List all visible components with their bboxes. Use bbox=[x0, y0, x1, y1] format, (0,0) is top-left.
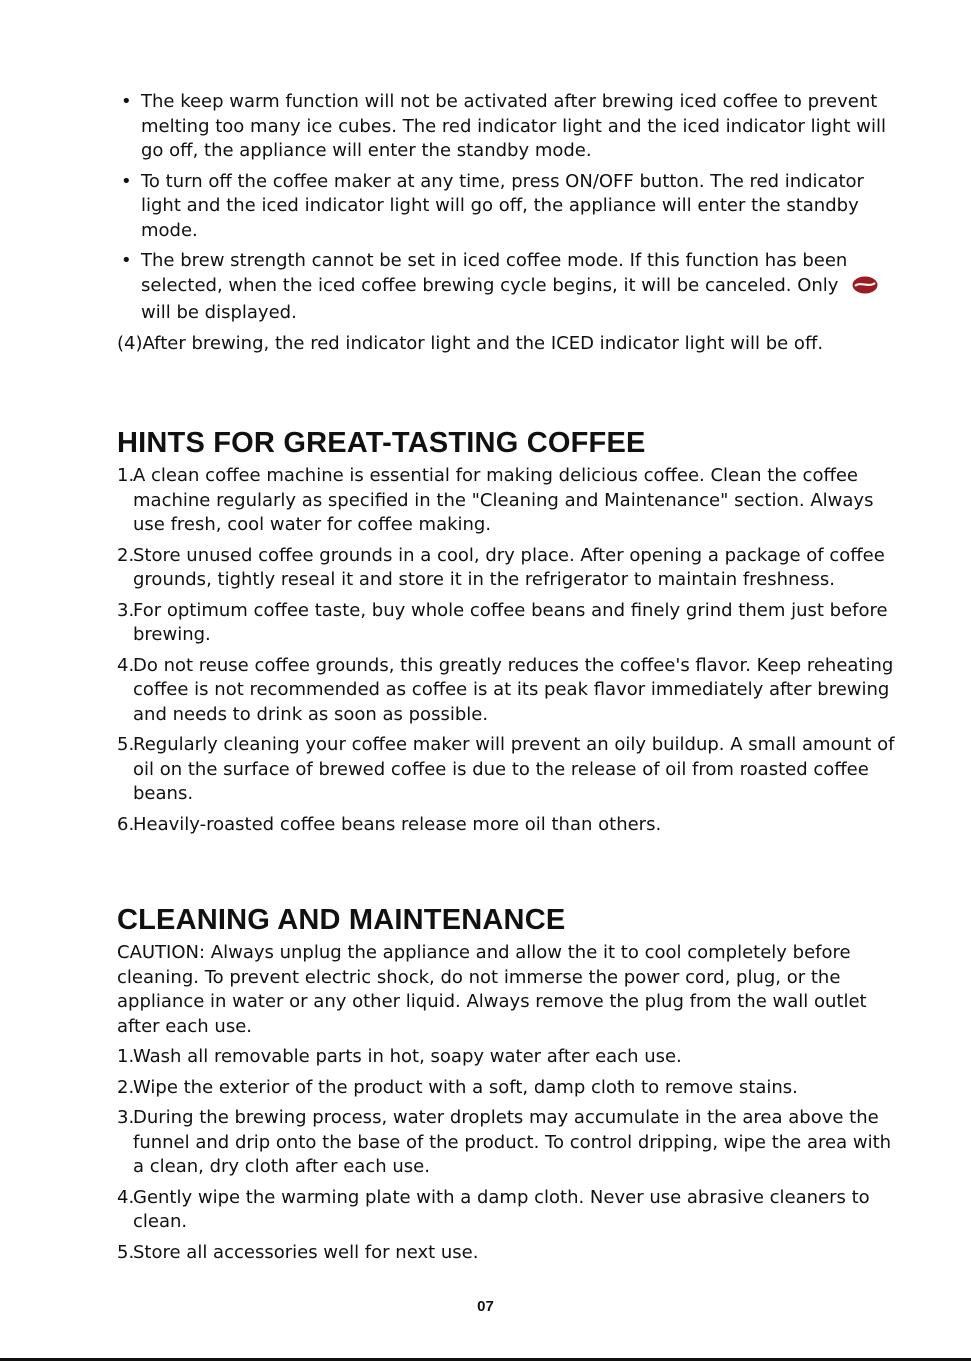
hint-number: 5. bbox=[117, 734, 135, 755]
cleaning-text: During the brewing process, water droplets may accumulate in the area above the funnel and drip onto the base of the product. To control dripping, wipe the area with a clean, dry cloth after each use. bbox=[133, 1107, 892, 1177]
cleaning-number: 1. bbox=[117, 1046, 135, 1067]
bullet-marker: • bbox=[121, 250, 132, 271]
bullet-marker: • bbox=[121, 91, 132, 112]
cleaning-text: Wash all removable parts in hot, soapy water after each use. bbox=[133, 1046, 682, 1067]
cleaning-text: Wipe the exterior of the product with a soft, damp cloth to remove stains. bbox=[133, 1076, 798, 1098]
hint-item bbox=[117, 654, 904, 728]
bullet-text: The brew strength cannot be set in iced coffee mode. If this function has been selected, when the iced coffee brewing cycle begins, it will be canceled. Only bbox=[141, 250, 848, 296]
bullet-item bbox=[117, 249, 904, 326]
bullet-marker: • bbox=[121, 170, 132, 192]
bullet-item bbox=[117, 170, 904, 244]
cleaning-item bbox=[117, 1076, 904, 1101]
cleaning-item bbox=[117, 1106, 904, 1180]
hint-number: 4. bbox=[117, 654, 135, 676]
page-number: 07 bbox=[477, 1298, 494, 1315]
hint-number: 3. bbox=[117, 599, 135, 621]
hint-item bbox=[117, 599, 904, 648]
hint-number: 2. bbox=[117, 544, 135, 566]
caution-paragraph: CAUTION: Always unplug the appliance and allow the it to cool completely before cleaning. To prevent electric shock, do not immerse the power cord, plug, or the appliance in water or any other liquid. Always remove the plug from the wall outlet after each use. bbox=[117, 942, 867, 1037]
hint-text: A clean coffee machine is essential for making delicious coffee. Clean the coffee machine regularly as specified in the "Cleaning and Maintenance" section. Always use fresh, cool water for coffee making. bbox=[133, 465, 874, 535]
bottom-rule bbox=[0, 1358, 971, 1361]
hint-text: Regularly cleaning your coffee maker will prevent an oily buildup. A small amount of oil on the surface of brewed coffee is due to the release of oil from roasted coffee beans. bbox=[133, 734, 895, 804]
hint-number: 6. bbox=[117, 813, 135, 835]
bullet-text: To turn off the coffee maker at any time, press ON/OFF button. The red indicator light and the iced indicator light will go off, the appliance will enter the standby mode. bbox=[141, 170, 864, 241]
coffee-bean-icon bbox=[852, 276, 878, 302]
after-brewing-note: (4)After brewing, the red indicator light and the ICED indicator light will be off. bbox=[117, 332, 824, 354]
hints-heading: HINTS FOR GREAT-TASTING COFFEE bbox=[117, 427, 646, 459]
hint-item bbox=[117, 733, 904, 807]
page-content bbox=[117, 90, 904, 1271]
hint-text: Do not reuse coffee grounds, this greatly reduces the coffee's flavor. Keep reheating coffee is not recommended as coffee is at its peak flavor immediately after brewing and needs to drink as soon as possible. bbox=[133, 654, 894, 725]
hint-item bbox=[117, 464, 904, 538]
cleaning-item bbox=[117, 1186, 904, 1235]
bullet-item bbox=[117, 90, 904, 164]
cleaning-item bbox=[117, 1045, 904, 1070]
bullet-text: The keep warm function will not be activated after brewing iced coffee to prevent melting too many ice cubes. The red indicator light and the iced indicator light will go off, the appliance will enter the standby mode. bbox=[141, 91, 886, 161]
hint-text: Store unused coffee grounds in a cool, dry place. After opening a package of coffee grounds, tightly reseal it and store it in the refrigerator to maintain freshness. bbox=[133, 544, 885, 590]
cleaning-number: 5. bbox=[117, 1241, 135, 1263]
bullet-text-after-icon: will be displayed. bbox=[141, 302, 297, 323]
hint-item bbox=[117, 544, 904, 593]
cleaning-number: 3. bbox=[117, 1107, 135, 1128]
cleaning-item bbox=[117, 1241, 904, 1266]
cleaning-number: 2. bbox=[117, 1076, 135, 1098]
hint-text: For optimum coffee taste, buy whole coffee beans and finely grind them just before brewing. bbox=[133, 599, 888, 645]
hint-text: Heavily-roasted coffee beans release more oil than others. bbox=[133, 813, 662, 835]
cleaning-heading: CLEANING AND MAINTENANCE bbox=[117, 904, 566, 936]
hint-item bbox=[117, 813, 904, 838]
hint-number: 1. bbox=[117, 465, 135, 486]
cleaning-text: Store all accessories well for next use. bbox=[133, 1241, 479, 1263]
cleaning-number: 4. bbox=[117, 1186, 135, 1208]
cleaning-text: Gently wipe the warming plate with a damp cloth. Never use abrasive cleaners to clean. bbox=[133, 1186, 870, 1232]
